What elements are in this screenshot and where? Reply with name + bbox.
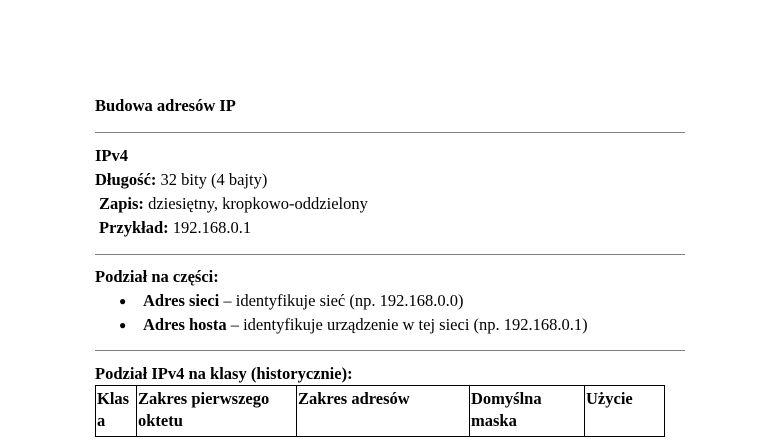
header-line: oktetu xyxy=(138,411,183,430)
horizontal-rule xyxy=(95,350,685,351)
list-item-label: Adres hosta xyxy=(143,315,227,334)
ipv4-example-line xyxy=(99,218,251,238)
table-header-cell xyxy=(137,386,297,437)
header-line: a xyxy=(97,411,106,430)
example-label: Przykład: xyxy=(99,218,169,237)
bullet-icon: ● xyxy=(119,318,127,332)
list-item-text: – identyfikuje sieć (np. 192.168.0.0) xyxy=(219,291,464,310)
list-item xyxy=(119,291,463,311)
header-line: Domyślna xyxy=(471,389,542,408)
ipv4-length-line xyxy=(95,170,267,190)
document-title: Budowa adresów IP xyxy=(95,96,236,115)
list-item xyxy=(119,315,588,335)
length-label: Długość: xyxy=(95,170,157,189)
header-line: Użycie xyxy=(586,389,633,408)
list-item-label: Adres sieci xyxy=(143,291,220,310)
parts-heading: Podział na części: xyxy=(95,267,219,286)
bullet-icon: ● xyxy=(119,294,127,308)
example-value: 192.168.0.1 xyxy=(168,218,252,237)
length-value: 32 bity (4 bajty) xyxy=(156,170,268,189)
header-line: maska xyxy=(471,411,517,430)
header-line: Klas xyxy=(97,389,130,408)
classes-heading: Podział IPv4 na klasy (historycznie): xyxy=(95,364,353,383)
horizontal-rule xyxy=(95,132,685,133)
table-header-cell xyxy=(96,386,137,437)
header-line: Zakres pierwszego xyxy=(138,389,270,408)
header-line: Zakres adresów xyxy=(298,389,410,408)
table-header-cell xyxy=(585,386,665,437)
ipv4-classes-table xyxy=(95,385,665,437)
table-header-cell xyxy=(297,386,470,437)
list-item-text: – identyfikuje urządzenie w tej sieci (np. 192.168.0.1) xyxy=(226,315,588,334)
table-header-row xyxy=(96,386,665,437)
notation-label: Zapis: xyxy=(99,194,144,213)
ipv4-notation-line xyxy=(99,194,368,214)
notation-value: dziesiętny, kropkowo-oddzielony xyxy=(143,194,368,213)
ipv4-heading: IPv4 xyxy=(95,146,128,165)
table-header-cell xyxy=(470,386,585,437)
horizontal-rule xyxy=(95,254,685,255)
